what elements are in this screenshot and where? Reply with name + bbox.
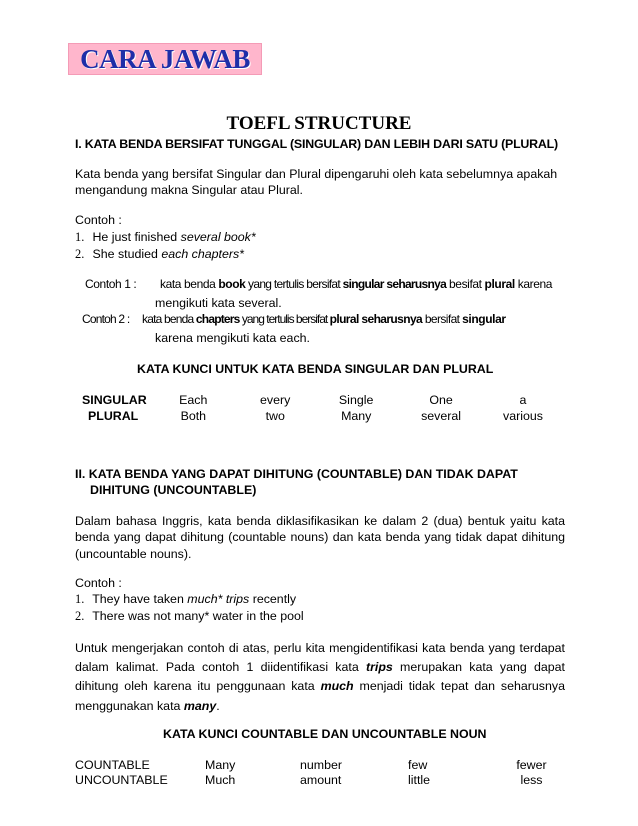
table-cell: less: [520, 773, 543, 787]
section-2-example-2: [75, 608, 565, 624]
example-emphasis: much* trips: [187, 592, 250, 606]
explanation-text: kata benda: [142, 312, 196, 326]
example-text: They have taken: [92, 592, 188, 606]
page-title: TOEFL STRUCTURE: [226, 113, 412, 134]
section-2-intro: Dalam bahasa Inggris, kata benda diklasifikasikan ke dalam 2 (dua) bentuk yaitu kata benda yang dapat dihitung (countable nouns) dan kata benda yang tidak dapat dihitung (uncountable nouns).: [75, 514, 565, 561]
explanation-text: kata benda: [160, 277, 219, 291]
explanation-text: karena: [514, 277, 553, 291]
paragraph-text: merupakan kata yang dapat dihitung oleh karena itu penggunaan kata: [75, 660, 565, 694]
countable-row: [75, 757, 565, 773]
explanation-bold: plural seharusnya: [329, 312, 423, 326]
example-text: recently: [249, 592, 297, 606]
example-emphasis: several book*: [180, 230, 256, 244]
uncountable-row: [75, 772, 565, 788]
table-cell: Many: [341, 409, 372, 423]
explanation-1-line-2: mengikuti kata several.: [155, 296, 282, 310]
paragraph-text: Untuk mengerjakan contoh di atas, perlu kita mengidentifikasi kata benda yang terdapat dalam kalimat. Pada contoh 1 diidentifikasi kata: [75, 641, 565, 675]
table-cell: Both: [180, 409, 207, 423]
section-2-heading-line-2: DIHITUNG (UNCOUNTABLE): [90, 483, 257, 497]
section-1-heading: I. KATA BENDA BERSIFAT TUNGGAL (SINGULAR) DAN LEBIH DARI SATU (PLURAL): [75, 137, 558, 151]
section-2-heading-line-1: II. KATA BENDA YANG DAPAT DIHITUNG (COUNTABLE) DAN TIDAK DAPAT: [75, 467, 518, 481]
section-2-example-1: [75, 591, 565, 607]
table-cell: Much: [205, 773, 236, 787]
table-cell: One: [429, 393, 453, 407]
explanation-text: yang tertulis bersifat: [245, 277, 343, 291]
table-cell: number: [300, 758, 343, 772]
section-2-contoh-label: Contoh :: [75, 576, 122, 590]
table-cell: amount: [300, 773, 342, 787]
section-1-key-heading: KATA KUNCI UNTUK KATA BENDA SINGULAR DAN PLURAL: [137, 362, 494, 376]
section-1-example-2: [75, 246, 565, 262]
example-number: 1.: [75, 230, 85, 244]
table-cell: little: [408, 773, 431, 787]
cara-jawab-logo: CARA JAWAB: [68, 43, 262, 75]
explanation-2-line-2: karena mengikuti kata each.: [155, 331, 310, 345]
section-1-example-1: [75, 229, 565, 245]
section-2-explanation: [75, 639, 565, 716]
plural-row: [82, 408, 562, 424]
explanation-bold: plural: [484, 277, 515, 291]
paragraph-emphasis: much: [320, 679, 354, 694]
section-2-key-heading: KATA KUNCI COUNTABLE DAN UNCOUNTABLE NOUN: [163, 727, 487, 741]
table-cell: two: [265, 409, 285, 423]
paragraph-text: menjadi tidak tepat dan seharusnya menggunakan kata: [75, 679, 565, 713]
example-number: 2.: [75, 247, 85, 261]
table-cell: Single: [338, 393, 374, 407]
example-text: There was not many* water in the pool: [92, 609, 304, 623]
paragraph-emphasis: trips: [365, 660, 393, 675]
table-cell: a: [519, 393, 527, 407]
table-cell: Each: [179, 393, 208, 407]
section-1-contoh-label: Contoh :: [75, 213, 122, 227]
paragraph-text: .: [216, 698, 220, 713]
table-cell: several: [421, 409, 462, 423]
row-label: PLURAL: [88, 409, 139, 423]
section-1-intro: Kata benda yang bersifat Singular dan Plural dipengaruhi oleh kata sebelumnya apakah mengandung makna Singular atau Plural.: [75, 167, 558, 198]
table-cell: few: [408, 758, 428, 772]
explanation-bold: singular seharusnya: [342, 277, 447, 291]
example-text: He just finished: [92, 230, 181, 244]
explanation-1: [85, 277, 575, 293]
explanation-text: yang tertulis bersifat: [239, 312, 330, 326]
explanation-label: Contoh 2 :: [82, 312, 130, 326]
table-cell: Many: [205, 758, 236, 772]
explanation-bold: chapters: [195, 312, 240, 326]
example-emphasis: each chapters*: [161, 247, 245, 261]
explanation-2: [82, 312, 572, 328]
explanation-bold: singular: [462, 312, 506, 326]
explanation-text: bersifat: [422, 312, 463, 326]
explanation-bold: book: [218, 277, 246, 291]
explanation-text: besifat: [446, 277, 485, 291]
example-text: She studied: [92, 247, 162, 261]
row-label: SINGULAR: [82, 393, 147, 407]
row-label: UNCOUNTABLE: [75, 773, 168, 787]
explanation-label: Contoh 1 :: [85, 277, 137, 291]
singular-row: [82, 392, 562, 408]
row-label: COUNTABLE: [75, 758, 150, 772]
table-cell: every: [260, 393, 291, 407]
table-cell: fewer: [516, 758, 547, 772]
example-number: 2.: [75, 609, 85, 623]
table-cell: various: [503, 409, 543, 423]
example-number: 1.: [75, 592, 85, 606]
paragraph-emphasis: many: [183, 698, 217, 713]
